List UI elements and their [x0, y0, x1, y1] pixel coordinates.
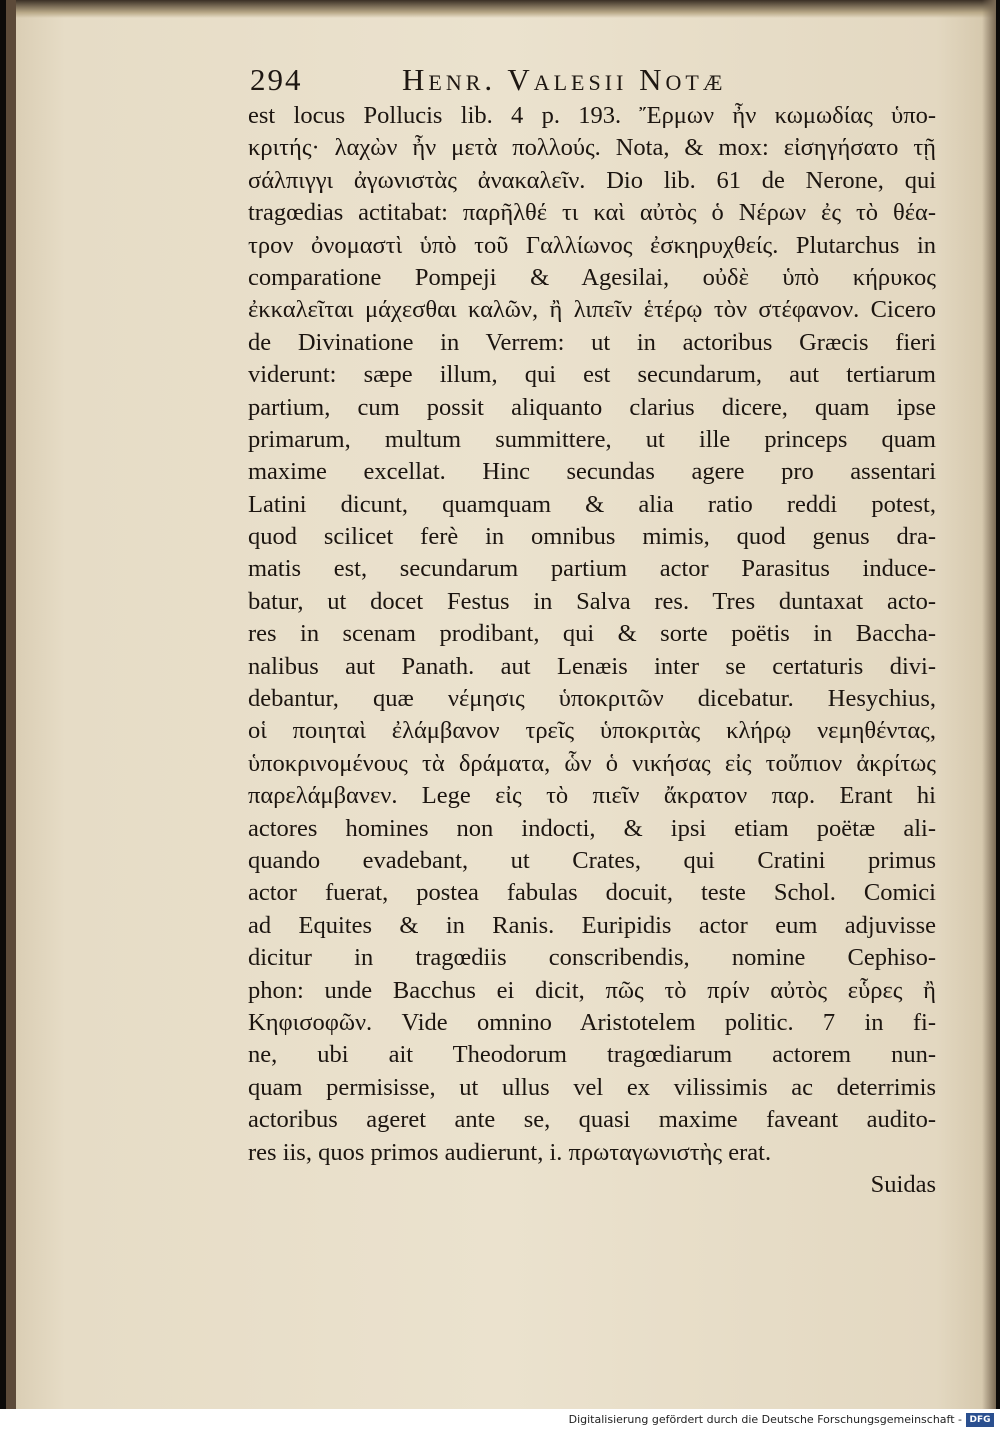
body-text	[248, 100, 936, 1201]
footer-bar	[0, 1409, 1000, 1431]
text-line: primarum, multum summittere, ut ille princeps quam	[248, 425, 936, 453]
text-line: actor fuerat, postea fabulas docuit, teste Schol. Comici	[248, 879, 936, 907]
page-header	[250, 62, 940, 102]
text-line: παρελάμβανεν. Lege εἰς τὸ πιεῖν ἄκρατον παρ. Erant hi	[248, 782, 936, 810]
text-line: phon: unde Bacchus ei dicit, πῶς τὸ πρίν αὐτὸς εὗρες ἢ	[248, 976, 936, 1004]
text-line: ἐκκαλεῖται μάχεσθαι καλῶν, ἢ λιπεῖν ἑτέρῳ τὸν στέφανον. Cicero	[248, 296, 936, 324]
text-line: matis est, secundarum partium actor Parasitus induce-	[248, 555, 936, 583]
text-line: Κηφισοφῶν. Vide omnino Aristotelem politic. 7 in fi-	[248, 1008, 936, 1036]
text-line: res in scenam prodibant, qui & sorte poëtis in Baccha-	[248, 620, 936, 648]
text-line: quando evadebant, ut Crates, qui Cratini primus	[248, 846, 936, 874]
text-line: nalibus aut Panath. aut Lenæis inter se certaturis divi-	[248, 652, 936, 680]
text-line: ne, ubi ait Theodorum tragœdiarum actorem nun-	[248, 1041, 936, 1069]
text-line: tragœdias actitabat: παρῆλθέ τι καὶ αὐτὸς ὁ Νέρων ἐς τὸ θέα-	[248, 199, 936, 227]
book-page	[6, 0, 996, 1409]
text-line: comparatione Pompeji & Agesilai, οὐδὲ ὑπὸ κήρυκος	[248, 263, 936, 291]
text-line: maxime excellat. Hinc secundas agere pro assentari	[248, 458, 936, 486]
text-line: σάλπιγγι ἀγωνιστὰς ἀνακαλεῖν. Dio lib. 61 de Nerone, qui	[248, 166, 936, 194]
text-line: quam permisisse, ut ullus vel ex vilissimis ac deterrimis	[248, 1073, 936, 1101]
footer-credit: Digitalisierung gefördert durch die Deutsche Forschungsgemeinschaft -	[568, 1413, 962, 1426]
text-line: actoribus ageret ante se, quasi maxime faveant audito-	[248, 1106, 936, 1134]
text-line: actores homines non indocti, & ipsi etiam poëtæ ali-	[248, 814, 936, 842]
text-line: debantur, quæ νέμησις ὑποκριτῶν dicebatur. Hesychius,	[248, 685, 936, 713]
text-line: τρον ὀνομαστὶ ὑπὸ τοῦ Γαλλίωνος ἐσκηρυχθείς. Plutarchus in	[248, 231, 936, 259]
text-line: Suidas	[870, 1170, 936, 1198]
text-line: batur, ut docet Festus in Salva res. Tres duntaxat acto-	[248, 587, 936, 615]
text-line: quod scilicet ferè in omnibus mimis, quod genus dra-	[248, 523, 936, 551]
dfg-logo: DFG	[966, 1413, 994, 1427]
text-line: οἱ ποιηταὶ ἐλάμβανον τρεῖς ὑποκριτὰς κλήρῳ νεμηθέντας,	[248, 717, 936, 745]
text-line: dicitur in tragœdiis conscribendis, nomine Cephiso-	[248, 944, 936, 972]
text-line: res iis, quos primos audierunt, i. πρωταγωνιστὴς erat.	[248, 1138, 772, 1166]
page-number: 294	[250, 62, 303, 97]
page-top-edge	[6, 0, 996, 18]
text-line: de Divinatione in Verrem: ut in actoribus Græcis fieri	[248, 328, 936, 356]
text-line: partium, cum possit aliquanto clarius dicere, quam ipse	[248, 393, 936, 421]
text-line: ad Equites & in Ranis. Euripidis actor eum adjuvisse	[248, 911, 936, 939]
page-right-edge	[982, 0, 996, 1409]
text-line: κριτής· λαχὼν ἦν μετὰ πολλούς. Nota, & mox: εἰσηγήσατο τῇ	[248, 134, 936, 162]
text-line: ὑποκρινομένους τὰ δράματα, ὧν ὁ νικήσας εἰς τοὔπιον ἀκρίτως	[248, 749, 936, 777]
text-line: Latini dicunt, quamquam & alia ratio reddi potest,	[248, 490, 936, 518]
text-line: viderunt: sæpe illum, qui est secundarum, aut tertiarum	[248, 361, 936, 389]
text-line: est locus Pollucis lib. 4 p. 193. Ἔρμων ἦν κωμωδίας ὑπο-	[248, 102, 936, 129]
page-left-edge	[6, 0, 16, 1409]
running-title: Henr. Valesii Notæ	[402, 62, 727, 97]
